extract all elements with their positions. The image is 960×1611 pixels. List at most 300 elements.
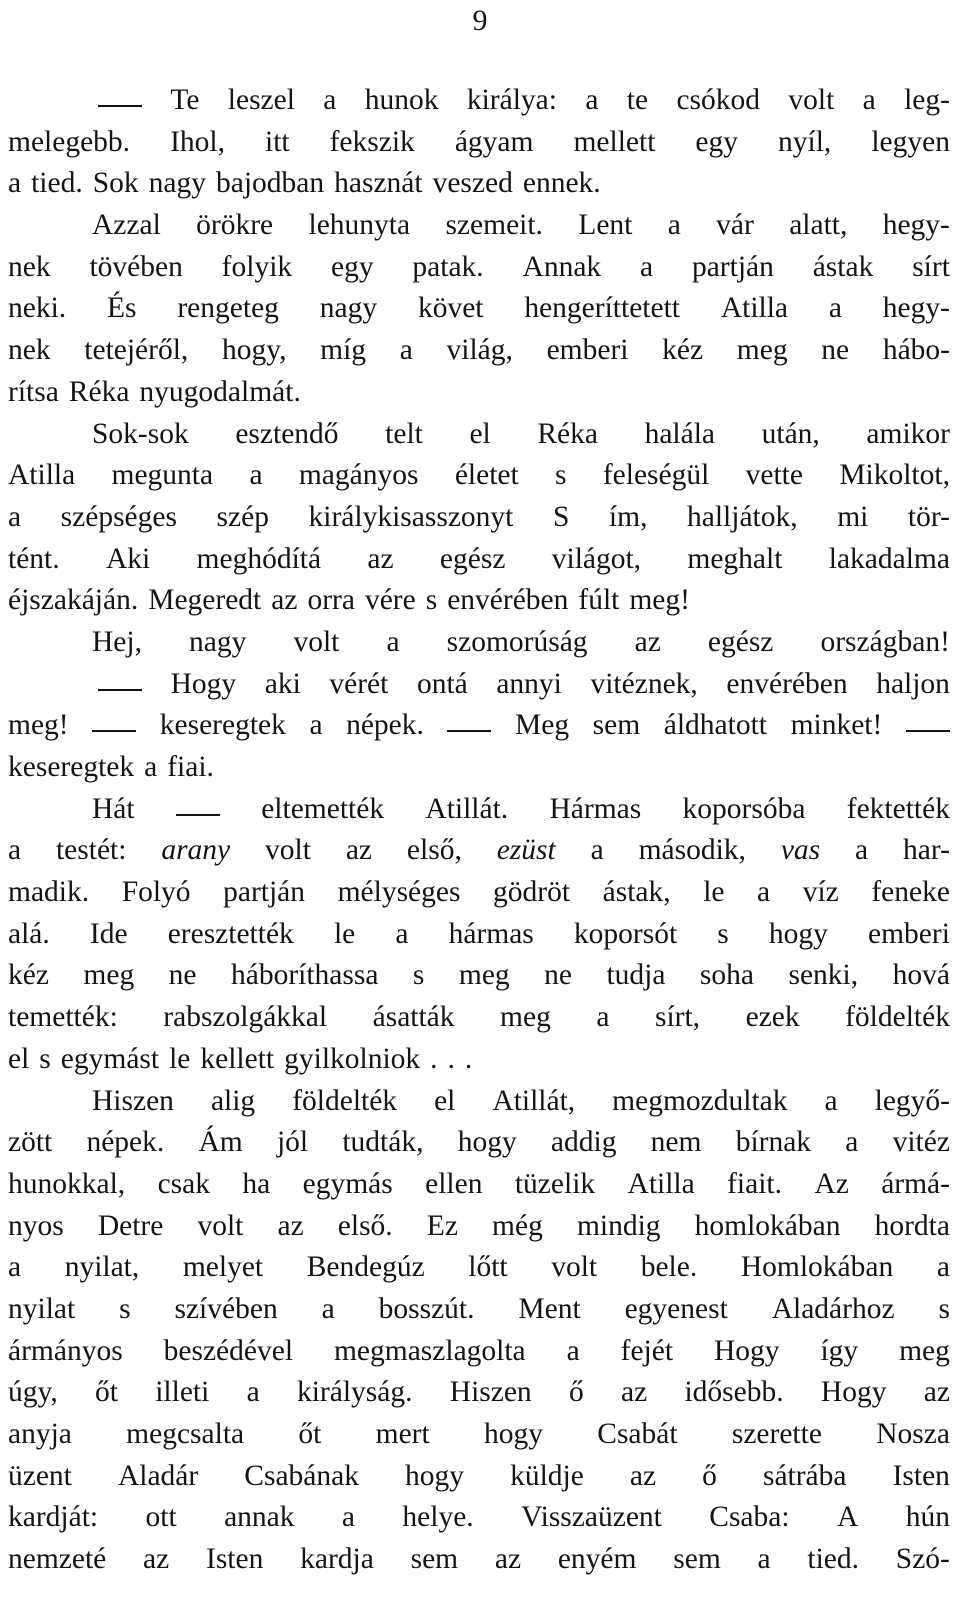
word: királyság.	[296, 1376, 413, 1409]
word: ő	[702, 1459, 717, 1492]
word: emberi	[546, 334, 629, 367]
word: envérében	[447, 584, 569, 617]
word: temették:	[8, 1001, 118, 1034]
word: nemzeté	[8, 1543, 107, 1576]
word: s	[119, 1292, 131, 1325]
word: ástak,	[602, 876, 671, 909]
word: ennek.	[522, 167, 601, 200]
word: Hogy	[820, 1376, 887, 1409]
word: haljon	[876, 667, 950, 700]
word: hengeríttetett	[524, 292, 680, 325]
text-line	[8, 497, 950, 539]
em-dash	[98, 689, 142, 691]
word: emberi	[868, 917, 950, 950]
word: az	[345, 834, 373, 867]
word: nek	[8, 250, 51, 283]
word: Te	[170, 84, 200, 116]
word: Ment	[518, 1292, 581, 1325]
word: alá.	[8, 917, 50, 950]
word: küldje	[510, 1459, 584, 1492]
word: S	[552, 500, 570, 533]
text-line	[8, 1081, 950, 1123]
word: egy	[695, 125, 738, 158]
word: enyém	[557, 1543, 637, 1576]
word: bosszút.	[378, 1292, 475, 1325]
word: első.	[337, 1209, 393, 1242]
word: Aladár	[117, 1459, 199, 1492]
word: meg	[500, 1001, 551, 1034]
word: szépséges	[60, 500, 177, 533]
word: lőtt	[468, 1251, 508, 1284]
word: a	[246, 1376, 260, 1409]
word: hordta	[874, 1209, 950, 1242]
word: vitéznek,	[590, 667, 698, 700]
word: s	[39, 1042, 51, 1075]
word: a	[341, 1501, 356, 1534]
word: az	[629, 1459, 657, 1492]
word: gödröt	[493, 876, 571, 909]
word: egyenest	[624, 1292, 728, 1325]
word: a	[667, 209, 681, 242]
word: ne	[821, 334, 850, 367]
text-line	[8, 622, 950, 664]
word: ágyam	[454, 125, 534, 158]
text-line	[8, 705, 950, 747]
text-line	[8, 830, 950, 872]
text-line	[8, 414, 950, 456]
word: még	[492, 1209, 543, 1242]
word: üzent	[8, 1459, 72, 1492]
text-line	[8, 163, 950, 205]
word: tövében	[89, 250, 183, 283]
word: Annak	[522, 250, 602, 283]
word: királykisasszonyt	[308, 500, 514, 533]
word: hogy	[405, 1459, 465, 1492]
word: arany	[161, 834, 231, 867]
word: a	[824, 1084, 838, 1117]
text-line	[8, 1289, 950, 1331]
word: Ide	[89, 917, 128, 950]
word: hegy-	[882, 292, 950, 325]
word: keseregtek	[159, 709, 286, 742]
word: Hármas	[549, 792, 642, 825]
word: .	[464, 1042, 473, 1075]
word: te	[626, 84, 649, 116]
word: nyugodalmát.	[139, 375, 301, 408]
word: meghalt	[687, 542, 783, 575]
em-dash	[447, 730, 491, 732]
word: s	[425, 584, 438, 617]
word: mindig	[576, 1209, 661, 1242]
word: a	[936, 1251, 950, 1284]
word: .	[430, 1042, 438, 1075]
text-line	[8, 330, 950, 372]
word: a	[590, 834, 604, 867]
word: vérét	[329, 667, 389, 700]
text-line	[8, 288, 950, 330]
word: Mikoltot,	[839, 459, 950, 492]
word: Detre	[97, 1209, 164, 1242]
word: Nosza	[876, 1418, 950, 1450]
word: népek.	[86, 1126, 165, 1159]
word: ellen	[425, 1167, 483, 1200]
word: meg!	[629, 584, 690, 617]
text-line	[8, 455, 950, 497]
word: a	[640, 250, 654, 283]
text-line	[8, 1247, 950, 1289]
text-line	[8, 1414, 950, 1456]
word: követ	[417, 292, 484, 325]
word: Isten	[892, 1459, 950, 1492]
word: nek	[8, 334, 51, 367]
word: országban!	[820, 625, 950, 658]
word: a	[144, 751, 158, 783]
text-line	[8, 80, 950, 122]
word: egymást	[60, 1042, 160, 1075]
word: hármas	[448, 917, 534, 950]
word: el	[8, 1042, 30, 1075]
word: az	[621, 1376, 648, 1409]
word: a	[845, 1126, 859, 1159]
text-line	[8, 1539, 950, 1581]
word: őt	[298, 1418, 322, 1450]
text-line	[8, 747, 950, 789]
word: egymás	[302, 1167, 393, 1200]
word: kéz	[662, 334, 704, 367]
word: hogy	[483, 1418, 543, 1450]
text-line	[8, 1039, 950, 1081]
word: meg	[458, 959, 510, 992]
word: tudták,	[342, 1126, 424, 1159]
word: eltemették	[261, 792, 385, 825]
text-line	[8, 1456, 950, 1498]
word: királya:	[466, 84, 557, 116]
word: a	[321, 1292, 335, 1325]
word: le	[333, 917, 356, 950]
word: Visszaüzent	[521, 1501, 662, 1534]
word: aki	[264, 667, 301, 700]
text-line	[8, 539, 950, 581]
word: nyilat,	[64, 1251, 140, 1284]
word: az	[923, 1376, 950, 1409]
word: első,	[406, 834, 462, 867]
text-line	[8, 789, 950, 831]
word: ím,	[608, 500, 648, 533]
word: koporsót	[573, 917, 678, 950]
word: fejét	[620, 1334, 674, 1367]
word: ha	[242, 1167, 271, 1200]
word: meg	[736, 334, 788, 367]
word: Sok-sok	[92, 417, 189, 450]
word: Megeredt	[148, 584, 262, 617]
word: rengeteg	[177, 292, 279, 325]
word: leg-	[904, 84, 950, 116]
word: háboríthassa	[230, 959, 379, 992]
word: megmaszlagolta	[333, 1334, 526, 1367]
word: a	[8, 167, 22, 200]
word: Hát	[92, 792, 135, 825]
text-line	[8, 580, 950, 622]
word: partján	[223, 876, 306, 909]
word: melegebb.	[8, 125, 131, 158]
word: hogy	[768, 917, 828, 950]
word: sem	[592, 709, 641, 742]
word: ezek	[745, 1001, 800, 1034]
word: ontá	[416, 667, 468, 700]
word: s	[412, 959, 425, 992]
word: a	[386, 625, 400, 658]
word: hogy,	[221, 334, 287, 367]
word: Hogy	[170, 667, 237, 700]
word: megcsalta	[126, 1418, 245, 1450]
word: tudja	[606, 959, 666, 992]
word: a	[757, 1543, 771, 1576]
word: halljátok,	[687, 500, 798, 533]
word: Ez	[426, 1209, 458, 1242]
word: le	[169, 1042, 191, 1075]
word: feleségül	[602, 459, 710, 492]
word: madik.	[8, 876, 90, 909]
word: minket!	[790, 709, 883, 742]
word: bele.	[640, 1251, 698, 1284]
word: rabszolgákkal	[163, 1001, 328, 1034]
word: tied.	[807, 1543, 860, 1576]
word: Folyó	[121, 876, 191, 909]
word: alatt,	[789, 209, 848, 242]
word: vár	[716, 209, 754, 242]
word: tör-	[907, 500, 950, 533]
word: lakadalma	[828, 542, 950, 575]
word: a	[585, 84, 599, 116]
word: Hej,	[92, 625, 142, 658]
word: partján	[691, 250, 774, 283]
word: meg!	[8, 709, 69, 742]
text-line	[8, 1164, 950, 1206]
word: bírnak	[735, 1126, 812, 1159]
word: el	[469, 417, 491, 450]
word: volt	[265, 834, 311, 867]
word: ármányos	[8, 1334, 123, 1367]
word: rítsa	[8, 375, 59, 408]
em-dash	[906, 730, 950, 732]
word: sátrába	[762, 1459, 847, 1492]
word: a	[395, 917, 409, 950]
text-line	[8, 1206, 950, 1248]
word: megunta	[111, 459, 214, 492]
word: helye.	[402, 1501, 474, 1534]
word: nagy	[148, 167, 206, 200]
word: mellett	[573, 125, 656, 158]
word: veszed	[432, 167, 513, 200]
word: hunok	[364, 84, 439, 116]
word: a	[828, 292, 842, 325]
word: halála	[644, 417, 716, 450]
word: a	[323, 84, 337, 116]
word: volt	[788, 84, 835, 116]
word: esztendő	[235, 417, 339, 450]
word: tént.	[8, 542, 60, 575]
word: le	[703, 876, 725, 909]
text-line	[8, 1122, 950, 1164]
word: És	[107, 292, 137, 325]
word: fiai.	[167, 751, 214, 783]
text-line	[8, 664, 950, 706]
word: leszel	[227, 84, 295, 116]
word: nagy	[319, 292, 378, 325]
word: vette	[745, 459, 803, 492]
word: szomorúság	[446, 625, 588, 658]
word: hegy-	[882, 209, 950, 242]
word: illeti	[155, 1376, 210, 1409]
word: bajodban	[215, 167, 325, 200]
word: a	[249, 459, 263, 492]
word: az	[494, 1543, 522, 1576]
word: feneke	[871, 876, 950, 909]
word: szívében	[174, 1292, 278, 1325]
word: tüzelik	[514, 1167, 596, 1200]
word: sem	[673, 1543, 721, 1576]
word: koporsóba	[682, 792, 806, 825]
word: míg	[320, 334, 367, 367]
word: fektették	[846, 792, 950, 825]
text-line	[8, 997, 950, 1039]
word: az	[271, 584, 298, 617]
word: egész	[439, 542, 506, 575]
word: Az	[814, 1167, 849, 1200]
word: nyíl,	[778, 125, 832, 158]
word: ott	[145, 1501, 177, 1534]
word: Csabának	[244, 1459, 359, 1492]
word: vére	[364, 584, 416, 617]
word: meg	[83, 959, 135, 992]
word: eresztették	[167, 917, 294, 950]
word: a	[596, 1001, 610, 1034]
word: sírt	[912, 250, 950, 283]
word: szerette	[731, 1418, 822, 1450]
word: földelték	[292, 1084, 398, 1117]
word: vitéz	[892, 1126, 950, 1159]
word: volt	[197, 1209, 244, 1242]
word: s	[938, 1292, 950, 1325]
word: legyő-	[874, 1084, 950, 1117]
text-line	[8, 372, 950, 414]
word: szép	[216, 500, 269, 533]
word: tied.	[31, 167, 83, 200]
word: patak.	[412, 250, 484, 283]
word: meghódítá	[196, 542, 322, 575]
word: után,	[761, 417, 820, 450]
word: folyik	[221, 250, 293, 283]
word: víz	[802, 876, 839, 909]
body-text	[8, 80, 950, 1581]
word: úgy,	[8, 1376, 58, 1409]
word: .	[447, 1042, 455, 1075]
word: jól	[276, 1126, 309, 1159]
word: Atillát,	[492, 1084, 576, 1117]
word: szemeit.	[445, 209, 543, 242]
word: az	[277, 1209, 304, 1242]
word: ő	[568, 1376, 584, 1409]
word: amikor	[866, 417, 950, 450]
word: Atilla	[720, 292, 788, 325]
word: egy	[330, 250, 374, 283]
word: nyos	[8, 1209, 64, 1242]
word: beszédével	[163, 1334, 294, 1367]
em-dash	[176, 814, 220, 816]
word: Ám	[198, 1126, 243, 1159]
word: ármá-	[881, 1167, 950, 1200]
word: har-	[903, 834, 950, 867]
word: kardja	[300, 1543, 374, 1576]
word: addig	[550, 1126, 617, 1159]
word: az	[367, 542, 394, 575]
word: áldhatott	[663, 709, 767, 742]
word: ástak	[812, 250, 874, 283]
text-line	[8, 1331, 950, 1373]
word: Réka	[537, 417, 598, 450]
word: kellett	[200, 1042, 275, 1075]
word: nagy	[189, 625, 247, 658]
word: volt	[293, 625, 340, 658]
word: életet	[454, 459, 519, 492]
word: csak	[157, 1167, 210, 1200]
word: keseregtek	[8, 751, 135, 783]
word: nem	[650, 1126, 702, 1159]
word: homlokában	[694, 1209, 841, 1242]
word: senki,	[788, 959, 859, 992]
word: népek.	[346, 709, 424, 742]
word: Homlokában	[740, 1251, 894, 1284]
word: a	[8, 834, 22, 867]
word: fúlt	[578, 584, 620, 617]
word: kardját:	[8, 1501, 99, 1534]
text-line	[8, 1497, 950, 1539]
word: a	[855, 834, 869, 867]
word: Atillát.	[425, 792, 509, 825]
word: hasznát	[334, 167, 423, 200]
word: egész	[707, 625, 774, 658]
word: hogy	[457, 1126, 517, 1159]
word: éjszakáján.	[8, 584, 139, 617]
word: idősebb.	[684, 1376, 784, 1409]
text-line	[8, 955, 950, 997]
word: mi	[837, 500, 869, 533]
word: envérében	[726, 667, 848, 700]
text-line	[8, 247, 950, 289]
word: annak	[224, 1501, 295, 1534]
word: hová	[892, 959, 950, 992]
word: orra	[307, 584, 355, 617]
word: legyen	[871, 125, 950, 158]
word: ne	[168, 959, 197, 992]
word: a	[757, 876, 771, 909]
word: mélységes	[337, 876, 461, 909]
word: testét:	[55, 834, 127, 867]
word: csókod	[676, 84, 761, 116]
word: hábo-	[882, 334, 950, 367]
word: volt	[551, 1251, 598, 1284]
word: ne	[544, 959, 572, 992]
word: Atilla	[8, 459, 76, 492]
word: mert	[375, 1418, 430, 1450]
word: tetejéről,	[84, 334, 189, 367]
word: Csaba:	[709, 1501, 790, 1534]
word: ásatták	[372, 1001, 455, 1034]
word: világ,	[446, 334, 513, 367]
word: gyilkolniok	[284, 1042, 421, 1075]
word: Atilla	[627, 1167, 695, 1200]
word: meg	[899, 1334, 950, 1367]
